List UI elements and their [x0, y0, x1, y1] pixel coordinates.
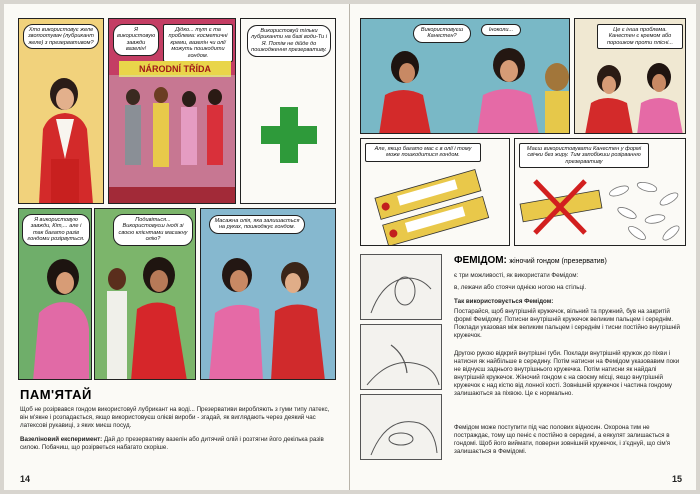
speech-bubble: Використовуєш Канестен?: [413, 24, 471, 43]
speech-bubble: Маєш використовувати Канестен у формі свічки без жиру. Тим запобіжиш розірванню презервативу: [519, 143, 649, 168]
page-number-right: 15: [671, 474, 682, 484]
panel-2: [108, 18, 236, 204]
panel-3: [240, 18, 336, 204]
instruction-paragraph-1: Постарайся, щоб внутрішній кружечок, вільний та пружний, був на закритій формі Фемідому. Потисни внутрішній кружечок великим пальцем і середнім. Поклади указовая між великим пальцем і середнім і тисни постійно внутрішній кружечок.: [454, 308, 681, 339]
panel-9: [360, 138, 510, 246]
panel-7: [360, 18, 570, 134]
speech-bubble: Дідко... тут є та проблема: косметичні креми, вазелін чи олії можуть пошкодити гондом.: [163, 24, 233, 62]
panel-4: [18, 208, 92, 380]
panel-10: [514, 138, 686, 246]
red-cross-icon: [261, 107, 317, 163]
speech-bubble: Іноколи...: [481, 24, 521, 36]
femidom-diagram-3: [360, 394, 442, 460]
remember-heading: ПАМ'ЯТАЙ: [20, 387, 92, 402]
panel-8: [574, 18, 686, 134]
instruction-paragraph-2: Другою рукою відкрий внутрішні губи. Поклади внутрішній кружок до піхви і натисни як найбільше в середину. Потім натисни на Фемідом указовавим поки не відчуєш заднього внутрішнього кружечка. Потім натисни як найдалі внутрішній кружечок. Жіночий гондом є на своєму місці, якщо внутрішній кружечок є над кістю від лонної кості. Зовнішній кружечок і частина гондому залишаються за піхвою. Це є нормально.: [454, 350, 680, 397]
femidom-in-place-illustration: [361, 395, 443, 461]
group-of-women-illustration: [109, 75, 236, 204]
page-right: [350, 4, 696, 490]
femidom-title: ФЕМІДОМ:: [454, 255, 507, 266]
femidom-title-block: [454, 255, 607, 266]
remember-text: Щоб не розірвався гондом використовуй лубрикант на воді... Презервативи виробляють з гуми типу латекс, він м'якне і розпадається, якщо використовуєш олієві вироби - згадай, як виглядають через деякий час латексові рукавиці, з яких миєш посуд.: [20, 406, 330, 429]
store-sign: NÁRODNÍ TŘÍDA: [119, 61, 231, 77]
femidom-diagram-1: [360, 254, 442, 320]
instruction-paragraph-3: Фемідом може поступити під час полових відносин. Охорона тим не постраждає, тому що пеніс є постійно в середині, а еякулят залишається в гондомі. Щоб його виймати, поверни зовнішній кружечок, і з'єднуй, що сім'я залишається в Фемідомі.: [454, 424, 671, 455]
femidom-diagram-2: [360, 324, 442, 390]
speech-bubble: Подивіться... Використовуєш іноді зі своєю клієнтами масажну олію?: [113, 214, 193, 246]
panel-1: [18, 18, 104, 204]
page-number-left: 14: [20, 474, 31, 484]
femidom-subtitle: жіночий гондом (презерватив): [509, 258, 607, 265]
speech-bubble: Я використовую завжди вазелін!: [113, 24, 159, 56]
speech-bubble: Але, якщо багато мас є в олії і тому може пошкодитися гондом.: [365, 143, 481, 162]
suppositories-illustration: [515, 167, 686, 246]
woman-red-jacket-illustration: [19, 19, 104, 204]
page-left: [4, 4, 350, 490]
experiment-label: Вазеліновий експеримент:: [20, 436, 103, 443]
speech-bubble: Використовуй тільки лубриканти на базі води-Ти і Я. Потім не дійде до пошкодження презервативу.: [247, 25, 331, 57]
cream-tubes-illustration: [361, 165, 510, 245]
speech-bubble: Хто використовує желе звопоотувач (лубрикант желе) з презервативом?: [23, 24, 99, 49]
positions-intro: є три можливості, як використати Фемідом:: [454, 272, 579, 279]
experiment-block: [20, 436, 338, 452]
panel-6: [200, 208, 336, 380]
hand-holding-femidom-illustration: [361, 255, 443, 321]
two-women-illustration: [95, 209, 196, 380]
woman-pink-dress-illustration: [19, 209, 92, 380]
women-arguing-illustration: [201, 209, 336, 380]
positions-text: в, лежачи або стоячи однією ногою на стільці.: [454, 284, 587, 291]
panel-5: [94, 208, 196, 380]
speech-bubble: Я використовую завжди, Кіт,... але і так багато разів гондоми розірвуться.: [22, 214, 90, 246]
comic-spread: [4, 4, 696, 490]
woman-explaining-illustration: [575, 19, 686, 134]
experiment-text: Дай до презервативу вазелін або дитячий олій і розтягни його декілька разів силою. Побачиш, що розірветься набагато скоріше.: [20, 436, 324, 451]
women-talking-illustration: [361, 19, 570, 134]
howto-title: Так використовується Фемідом:: [454, 298, 554, 305]
speech-bubble: Це є інша проблема. Канестен є кремом або порошком проти плісні...: [597, 24, 683, 49]
insertion-step-illustration: [361, 325, 443, 391]
speech-bubble: Масажна олія, яка залишається на руках, пошкоджує гондом.: [209, 215, 305, 234]
